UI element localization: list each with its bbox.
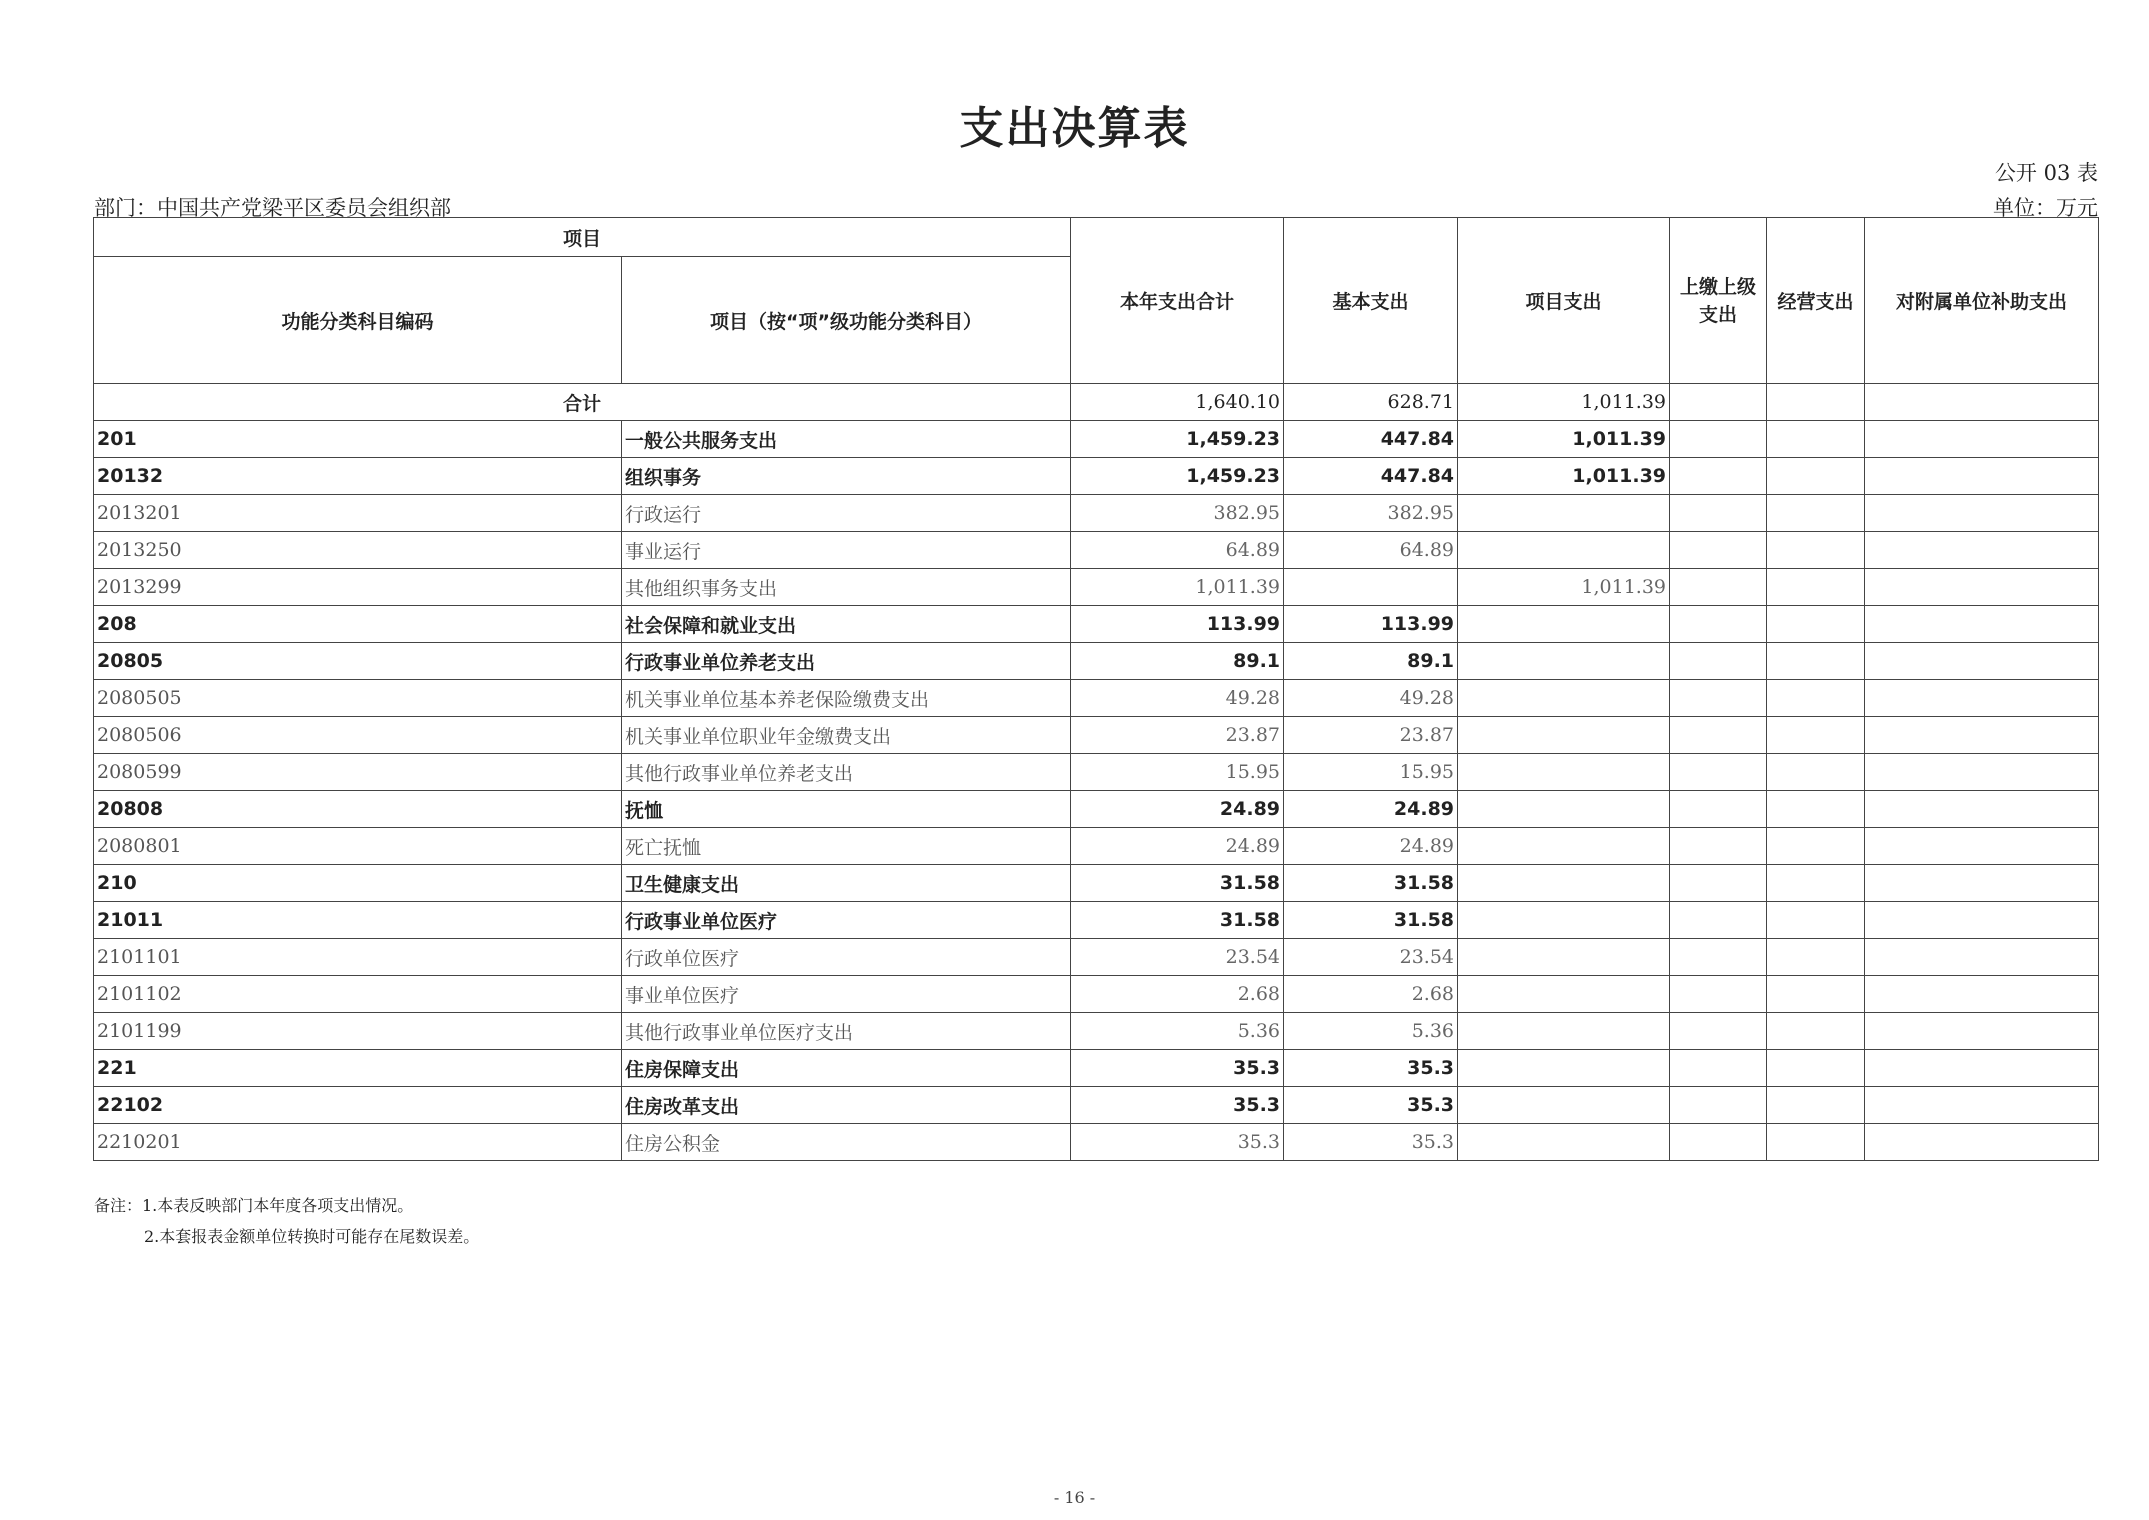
row-basic: 113.99 <box>1284 606 1458 643</box>
table-row <box>94 643 2099 680</box>
row-total: 64.89 <box>1071 532 1284 569</box>
table-row <box>94 717 2099 754</box>
row-basic: 35.3 <box>1284 1050 1458 1087</box>
row-code: 2101102 <box>94 976 622 1013</box>
row-project <box>1458 1087 1670 1124</box>
row-code: 201 <box>94 421 622 458</box>
total-amount: 1,640.10 <box>1071 384 1284 421</box>
note-1: 备注：1.本表反映部门本年度各项支出情况。 <box>94 1196 414 1215</box>
row-total: 113.99 <box>1071 606 1284 643</box>
row-subsidy <box>1865 606 2099 643</box>
row-upper <box>1670 754 1767 791</box>
row-code: 22102 <box>94 1087 622 1124</box>
row-upper <box>1670 569 1767 606</box>
row-name: 住房公积金 <box>622 1124 1071 1161</box>
row-name: 其他组织事务支出 <box>622 569 1071 606</box>
row-subsidy <box>1865 569 2099 606</box>
table-row <box>94 569 2099 606</box>
row-name: 组织事务 <box>622 458 1071 495</box>
header-total: 本年支出合计 <box>1071 218 1284 384</box>
row-total: 15.95 <box>1071 754 1284 791</box>
table-row <box>94 828 2099 865</box>
page-number: - 16 - <box>1053 1488 1096 1507</box>
row-project <box>1458 680 1670 717</box>
row-total: 35.3 <box>1071 1087 1284 1124</box>
row-project <box>1458 902 1670 939</box>
table-body <box>94 421 2099 1161</box>
row-subsidy <box>1865 865 2099 902</box>
row-project <box>1458 1124 1670 1161</box>
row-total: 35.3 <box>1071 1050 1284 1087</box>
table-row <box>94 495 2099 532</box>
row-name: 行政事业单位医疗 <box>622 902 1071 939</box>
row-total: 23.87 <box>1071 717 1284 754</box>
row-basic: 35.3 <box>1284 1087 1458 1124</box>
row-basic: 5.36 <box>1284 1013 1458 1050</box>
row-subsidy <box>1865 976 2099 1013</box>
row-total: 5.36 <box>1071 1013 1284 1050</box>
row-name: 事业单位医疗 <box>622 976 1071 1013</box>
row-project: 1,011.39 <box>1458 569 1670 606</box>
row-code: 221 <box>94 1050 622 1087</box>
row-code: 2080505 <box>94 680 622 717</box>
row-subsidy <box>1865 495 2099 532</box>
row-business <box>1767 495 1865 532</box>
row-upper <box>1670 828 1767 865</box>
row-total: 31.58 <box>1071 902 1284 939</box>
row-subsidy <box>1865 421 2099 458</box>
row-project <box>1458 606 1670 643</box>
row-business <box>1767 1050 1865 1087</box>
row-basic: 31.58 <box>1284 902 1458 939</box>
row-project <box>1458 865 1670 902</box>
row-business <box>1767 532 1865 569</box>
row-subsidy <box>1865 458 2099 495</box>
row-name: 行政单位医疗 <box>622 939 1071 976</box>
table-row <box>94 532 2099 569</box>
total-row <box>94 384 2099 421</box>
row-subsidy <box>1865 1087 2099 1124</box>
row-business <box>1767 421 1865 458</box>
row-subsidy <box>1865 680 2099 717</box>
row-basic <box>1284 569 1458 606</box>
table-row <box>94 680 2099 717</box>
row-code: 208 <box>94 606 622 643</box>
header-subsidy: 对附属单位补助支出 <box>1865 218 2099 384</box>
row-basic: 15.95 <box>1284 754 1458 791</box>
row-code: 210 <box>94 865 622 902</box>
header-item: 项目（按“项”级功能分类科目） <box>622 257 1071 384</box>
row-business <box>1767 865 1865 902</box>
row-project <box>1458 976 1670 1013</box>
row-basic: 49.28 <box>1284 680 1458 717</box>
row-name: 卫生健康支出 <box>622 865 1071 902</box>
row-subsidy <box>1865 717 2099 754</box>
table-row <box>94 421 2099 458</box>
table-row <box>94 791 2099 828</box>
row-name: 行政事业单位养老支出 <box>622 643 1071 680</box>
row-total: 1,011.39 <box>1071 569 1284 606</box>
row-project: 1,011.39 <box>1458 458 1670 495</box>
row-upper <box>1670 1087 1767 1124</box>
row-basic: 24.89 <box>1284 791 1458 828</box>
table-row <box>94 1013 2099 1050</box>
table-row <box>94 458 2099 495</box>
row-code: 21011 <box>94 902 622 939</box>
row-basic: 31.58 <box>1284 865 1458 902</box>
table-row <box>94 1087 2099 1124</box>
table-row <box>94 865 2099 902</box>
row-subsidy <box>1865 643 2099 680</box>
row-upper <box>1670 532 1767 569</box>
header-business: 经营支出 <box>1767 218 1865 384</box>
row-name: 机关事业单位职业年金缴费支出 <box>622 717 1071 754</box>
unit-label: 单位：万元 <box>1993 196 2098 220</box>
notes <box>94 1190 479 1252</box>
row-business <box>1767 1013 1865 1050</box>
header-basic: 基本支出 <box>1284 218 1458 384</box>
row-project <box>1458 1050 1670 1087</box>
header-project-expenditure: 项目支出 <box>1458 218 1670 384</box>
row-project <box>1458 1013 1670 1050</box>
row-code: 2013201 <box>94 495 622 532</box>
row-total: 2.68 <box>1071 976 1284 1013</box>
header-code: 功能分类科目编码 <box>94 257 622 384</box>
row-project <box>1458 754 1670 791</box>
row-upper <box>1670 606 1767 643</box>
row-subsidy <box>1865 1124 2099 1161</box>
form-number: 公开 03 表 <box>1994 161 2098 185</box>
row-business <box>1767 754 1865 791</box>
row-total: 49.28 <box>1071 680 1284 717</box>
row-subsidy <box>1865 902 2099 939</box>
row-code: 20805 <box>94 643 622 680</box>
row-name: 行政运行 <box>622 495 1071 532</box>
row-upper <box>1670 1124 1767 1161</box>
table-row <box>94 902 2099 939</box>
row-total: 1,459.23 <box>1071 458 1284 495</box>
row-basic: 23.87 <box>1284 717 1458 754</box>
row-upper <box>1670 976 1767 1013</box>
row-subsidy <box>1865 1013 2099 1050</box>
row-upper <box>1670 902 1767 939</box>
row-business <box>1767 1124 1865 1161</box>
row-project <box>1458 643 1670 680</box>
row-business <box>1767 458 1865 495</box>
page-title: 支出决算表 <box>959 103 1190 154</box>
row-total: 35.3 <box>1071 1124 1284 1161</box>
row-total: 31.58 <box>1071 865 1284 902</box>
row-upper <box>1670 643 1767 680</box>
row-business <box>1767 1087 1865 1124</box>
header-upper: 上缴上级支出 <box>1670 218 1767 384</box>
row-business <box>1767 791 1865 828</box>
row-basic: 447.84 <box>1284 458 1458 495</box>
row-project <box>1458 717 1670 754</box>
row-project <box>1458 495 1670 532</box>
row-code: 2101101 <box>94 939 622 976</box>
row-name: 机关事业单位基本养老保险缴费支出 <box>622 680 1071 717</box>
row-subsidy <box>1865 754 2099 791</box>
row-code: 2101199 <box>94 1013 622 1050</box>
row-basic: 35.3 <box>1284 1124 1458 1161</box>
total-basic: 628.71 <box>1284 384 1458 421</box>
row-subsidy <box>1865 939 2099 976</box>
row-business <box>1767 606 1865 643</box>
row-upper <box>1670 865 1767 902</box>
row-project <box>1458 791 1670 828</box>
table-row <box>94 976 2099 1013</box>
row-code: 20808 <box>94 791 622 828</box>
row-name: 其他行政事业单位医疗支出 <box>622 1013 1071 1050</box>
table-row <box>94 754 2099 791</box>
row-total: 24.89 <box>1071 828 1284 865</box>
table-row <box>94 606 2099 643</box>
row-name: 社会保障和就业支出 <box>622 606 1071 643</box>
row-business <box>1767 717 1865 754</box>
row-business <box>1767 680 1865 717</box>
total-project: 1,011.39 <box>1458 384 1670 421</box>
row-upper <box>1670 1050 1767 1087</box>
row-total: 382.95 <box>1071 495 1284 532</box>
row-code: 2080506 <box>94 717 622 754</box>
table-row <box>94 1124 2099 1161</box>
row-upper <box>1670 1013 1767 1050</box>
row-code: 2080801 <box>94 828 622 865</box>
total-label: 合计 <box>94 384 1071 421</box>
row-code: 2013250 <box>94 532 622 569</box>
row-basic: 23.54 <box>1284 939 1458 976</box>
row-name: 一般公共服务支出 <box>622 421 1071 458</box>
row-upper <box>1670 421 1767 458</box>
row-name: 事业运行 <box>622 532 1071 569</box>
row-name: 住房改革支出 <box>622 1087 1071 1124</box>
row-upper <box>1670 939 1767 976</box>
row-upper <box>1670 791 1767 828</box>
department-label: 部门：中国共产党梁平区委员会组织部 <box>94 196 451 220</box>
row-upper <box>1670 680 1767 717</box>
row-code: 2080599 <box>94 754 622 791</box>
row-project <box>1458 939 1670 976</box>
row-total: 89.1 <box>1071 643 1284 680</box>
row-basic: 64.89 <box>1284 532 1458 569</box>
row-total: 23.54 <box>1071 939 1284 976</box>
table-row <box>94 939 2099 976</box>
note-2: 2.本套报表金额单位转换时可能存在尾数误差。 <box>144 1227 480 1246</box>
row-business <box>1767 828 1865 865</box>
row-basic: 447.84 <box>1284 421 1458 458</box>
row-subsidy <box>1865 532 2099 569</box>
row-upper <box>1670 495 1767 532</box>
row-code: 2210201 <box>94 1124 622 1161</box>
row-upper <box>1670 458 1767 495</box>
row-basic: 382.95 <box>1284 495 1458 532</box>
row-project <box>1458 532 1670 569</box>
row-name: 抚恤 <box>622 791 1071 828</box>
row-basic: 2.68 <box>1284 976 1458 1013</box>
row-subsidy <box>1865 1050 2099 1087</box>
row-business <box>1767 569 1865 606</box>
row-name: 其他行政事业单位养老支出 <box>622 754 1071 791</box>
row-total: 24.89 <box>1071 791 1284 828</box>
row-project: 1,011.39 <box>1458 421 1670 458</box>
row-total: 1,459.23 <box>1071 421 1284 458</box>
expenditure-table <box>93 217 2099 1161</box>
row-project <box>1458 828 1670 865</box>
row-business <box>1767 976 1865 1013</box>
row-name: 住房保障支出 <box>622 1050 1071 1087</box>
row-code: 2013299 <box>94 569 622 606</box>
header-project: 项目 <box>94 218 1071 257</box>
row-business <box>1767 643 1865 680</box>
row-basic: 24.89 <box>1284 828 1458 865</box>
row-basic: 89.1 <box>1284 643 1458 680</box>
table-row <box>94 1050 2099 1087</box>
row-upper <box>1670 717 1767 754</box>
row-subsidy <box>1865 828 2099 865</box>
row-name: 死亡抚恤 <box>622 828 1071 865</box>
row-business <box>1767 939 1865 976</box>
row-business <box>1767 902 1865 939</box>
row-subsidy <box>1865 791 2099 828</box>
row-code: 20132 <box>94 458 622 495</box>
